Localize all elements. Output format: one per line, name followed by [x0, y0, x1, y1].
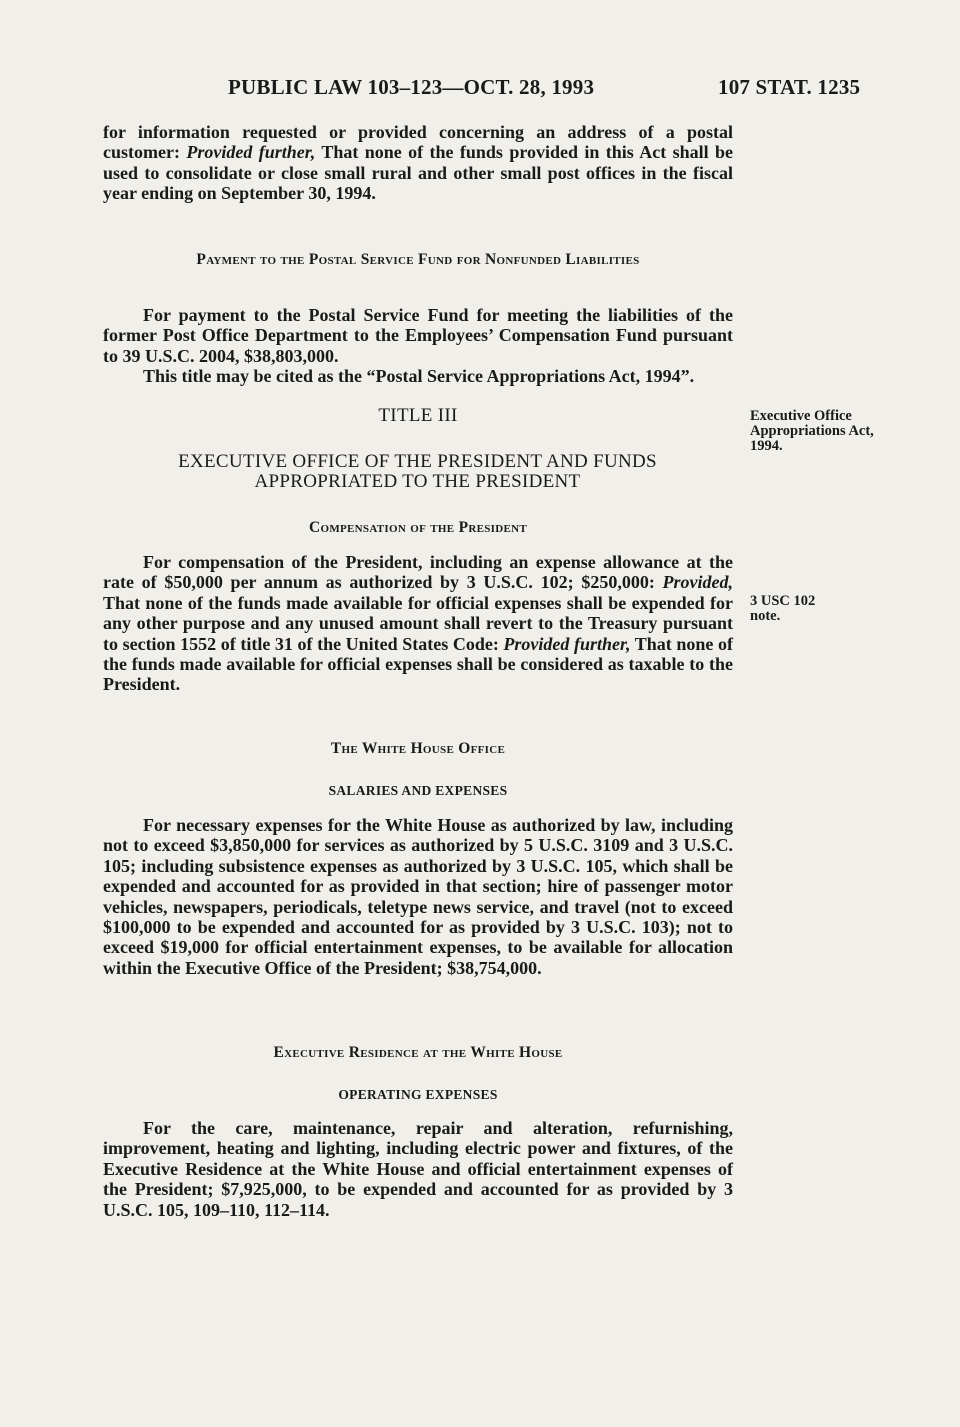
paragraph-white-house: For necessary expenses for the White House as authorized by law, including not to exceed $3,850,000 for services as authorized by 5 U.S.C. 3109 and 3 U.S.C. 105; including subsistence expenses as authorized by 3 U.S.C. 105, which shall be expended and accounted for as provided in that section; hire of passenger motor vehicles, newspapers, periodicals, teletype news service, and travel (not to exceed $100,000 to be expended and accounted for as provided by 3 U.S.C. 103); not to exceed $19,000 for official entertainment expenses, to be available for allocation within the Executive Office of the President; $38,754,000. [103, 815, 733, 978]
running-header-title: PUBLIC LAW 103–123—OCT. 28, 1993 [228, 75, 595, 99]
heading-operating-expenses: OPERATING EXPENSES [338, 1087, 498, 1102]
paragraph-2: For payment to the Postal Service Fund for meeting the liabilities of the former Post Office Department to the Employees’ Compensation Fund pursuant to 39 U.S.C. 2004, $38,803,000. This title may be cited as the “Postal Service Appropriations Act, 1994”. [103, 305, 733, 387]
heading-salaries-expenses: SALARIES AND EXPENSES [328, 783, 508, 798]
margin-note-executive-office-act: Executive Office Appropriations Act, 1994. [750, 408, 874, 454]
heading-executive-office: EXECUTIVE OFFICE OF THE PRESIDENT AND FUNDS APPROPRIATED TO THE PRESIDENT [178, 451, 657, 492]
heading-executive-residence: Executive Residence at the White House [273, 1044, 563, 1061]
heading-payment-postal-fund: Payment to the Postal Service Fund for Nonfunded Liabilities [196, 251, 640, 268]
paragraph-compensation: For compensation of the President, including an expense allowance at the rate of $50,000 per annum as authorized by 3 U.S.C. 102; $250,000: Provided, That none of the funds made available for official expenses shall be expended for any other purpose and any unused amount shall revert to the Treasury pursuant to section 1552 of title 31 of the United States Code: Provided further, That none of the funds made available for official expenses shall be considered as taxable to the President. [103, 552, 733, 695]
heading-white-house-office: The White House Office [330, 740, 506, 757]
paragraph-1: for information requested or provided concerning an address of a postal customer: Provided further, That none of the funds provided in this Act shall be used to consolidate or close small rural and other small post offices in the fiscal year ending on September 30, 1994. [103, 122, 733, 204]
margin-note-3-usc-102: 3 USC 102 note. [750, 593, 816, 624]
title-iii-heading: TITLE III [378, 405, 458, 426]
page-number: 107 STAT. 1235 [718, 75, 861, 99]
paragraph-executive-residence: For the care, maintenance, repair and alteration, refurnishing, improvement, heating and lighting, including electric power and fixtures, of the Executive Residence at the White House and official entertainment expenses of the President; $7,925,000, to be expended and accounted for as provided by 3 U.S.C. 105, 109–110, 112–114. [103, 1118, 733, 1220]
heading-compensation-president: Compensation of the President [308, 519, 528, 536]
